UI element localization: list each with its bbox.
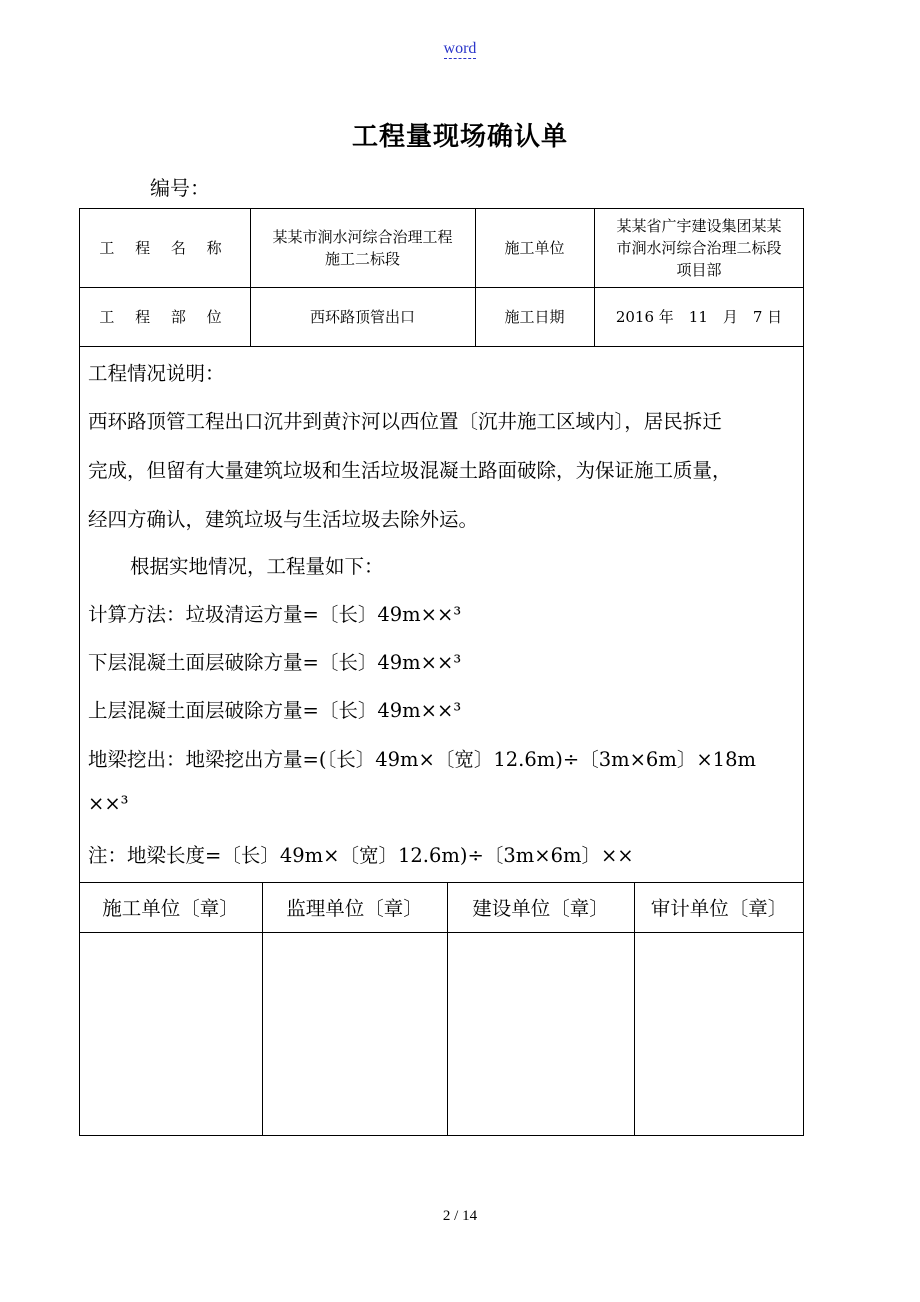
project-name-label: 工 程 名 称 xyxy=(99,238,230,257)
contractor-value xyxy=(594,208,804,287)
serial-number-label: 编号： xyxy=(150,176,210,200)
calculation-line: 计算方法：垃圾清运方量=〔长〕49m××³ xyxy=(88,603,462,626)
header-word-link[interactable] xyxy=(0,40,920,58)
description-heading: 工程情况说明： xyxy=(88,362,225,385)
contractor-line: 某某省广宇建设集团某某 xyxy=(616,216,782,235)
note-line: 注：地梁长度=〔长〕49m×〔宽〕12.6m)÷〔3m×6m〕×× xyxy=(88,844,634,867)
page-number: 2 / 14 xyxy=(442,1208,478,1224)
description-paragraph-line: 经四方确认，建筑垃圾与生活垃圾去除外运。 xyxy=(88,508,479,531)
calculation-line: 下层混凝土面层破除方量=〔长〕49m××³ xyxy=(88,651,462,674)
calculation-line: 上层混凝土面层破除方量=〔长〕49m××³ xyxy=(88,699,462,722)
project-name-value xyxy=(250,208,475,287)
supervisor-seal-label: 监理单位〔章〕 xyxy=(286,897,423,920)
description-paragraph-line: 完成，但留有大量建筑垃圾和生活垃圾混凝土路面破除，为保证施工质量， xyxy=(88,459,732,482)
quantities-intro: 根据实地情况，工程量如下： xyxy=(130,555,384,578)
owner-seal-label: 建设单位〔章〕 xyxy=(472,897,609,920)
date-label: 施工日期 xyxy=(504,307,565,326)
word-link-text[interactable]: word xyxy=(443,40,477,57)
auditor-seal-label: 审计单位〔章〕 xyxy=(650,897,788,920)
row-divider xyxy=(79,932,804,933)
location-label: 工 程 部 位 xyxy=(99,307,230,326)
contractor-seal-label: 施工单位〔章〕 xyxy=(102,897,239,920)
contractor-label: 施工单位 xyxy=(504,238,565,257)
location-value: 西环路顶管出口 xyxy=(309,307,415,326)
row-divider xyxy=(79,346,804,347)
calculation-line: ××³ xyxy=(88,792,129,815)
contractor-line: 市涧水河综合治理二标段 xyxy=(616,238,782,257)
project-name-line: 某某市涧水河综合治理工程 xyxy=(272,227,453,246)
document-title: 工程量现场确认单 xyxy=(351,122,568,152)
calculation-line: 地梁挖出：地梁挖出方量=(〔长〕49m×〔宽〕12.6m)÷〔3m×6m〕×18m xyxy=(88,748,756,771)
date-value: 2016 年 11 月 7 日 xyxy=(615,307,783,326)
description-paragraph-line: 西环路顶管工程出口沉井到黄汴河以西位置〔沉井施工区域内〕，居民拆迁 xyxy=(88,410,722,433)
project-name-line: 施工二标段 xyxy=(324,249,400,268)
contractor-line: 项目部 xyxy=(676,260,722,279)
